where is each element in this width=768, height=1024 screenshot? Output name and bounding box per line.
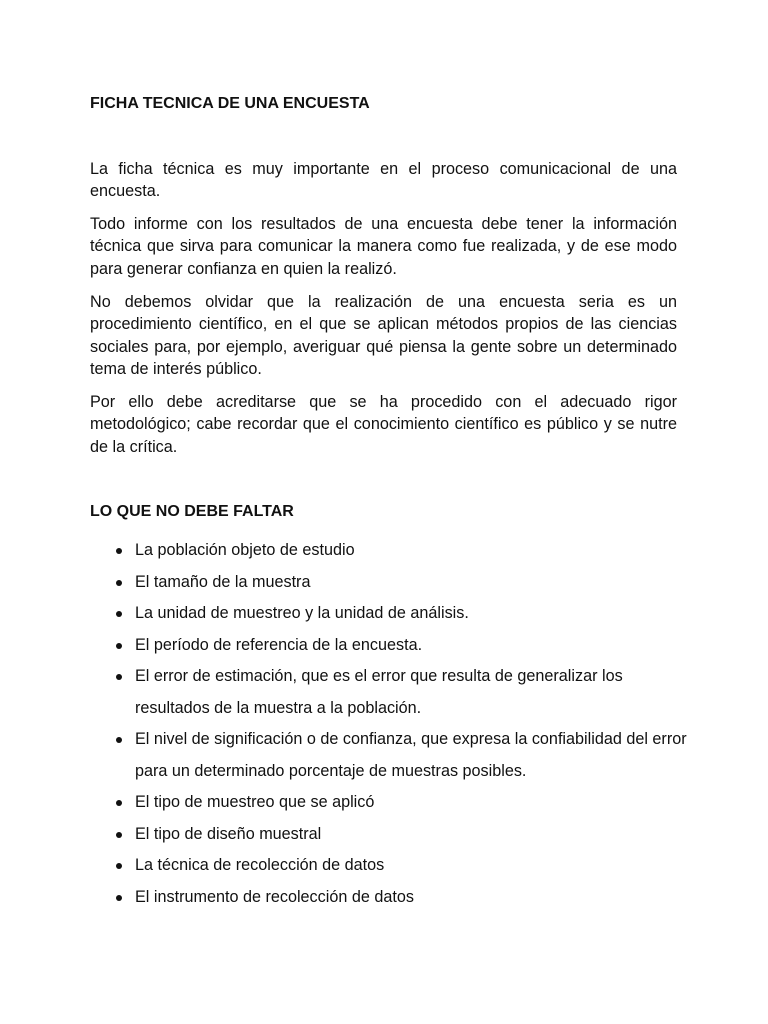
bullet-icon [116,643,122,649]
list-item [90,661,690,724]
list-item-text: La técnica de recolección de datos [135,856,385,874]
bullet-icon [116,548,122,554]
requirements-list [90,535,690,913]
list-item [90,819,690,851]
list-item [90,850,690,882]
list-item-text: El tipo de diseño muestral [135,824,322,843]
bullet-icon [116,832,122,838]
list-item [90,535,690,567]
list-item [90,787,690,819]
list-item-text: El instrumento de recolección de datos [135,887,414,906]
list-item-text: El tipo de muestreo que se aplicó [135,793,375,811]
bullet-icon [116,611,122,617]
list-item-text: El error de estimación, que es el error que resulta de generalizar los resultados de la muestra a la población. [135,667,623,717]
list-item-text: El período de referencia de la encuesta. [135,635,423,654]
document-title: FICHA TECNICA DE UNA ENCUESTA [90,95,370,112]
list-item [90,630,690,662]
list-item-text: El tamaño de la muestra [135,572,311,591]
paragraph-1: La ficha técnica es muy importante en el proceso comunicacional de una encuesta. [90,160,677,201]
list-item-text: La población objeto de estudio [135,541,355,559]
list-item [90,882,690,914]
bullet-icon [116,674,122,680]
list-item [90,598,690,630]
list-item [90,567,690,599]
paragraph-4: Por ello debe acreditarse que se ha procedido con el adecuado rigor metodológico; cabe recordar que el conocimiento científico es público y se nutre de la crítica. [90,393,677,456]
list-item [90,724,690,787]
list-item-text: El nivel de significación o de confianza, que expresa la confiabilidad del error para un determinado porcentaje de muestras posibles. [135,730,687,780]
bullet-icon [116,737,122,743]
bullet-icon [116,863,122,869]
section-subtitle: LO QUE NO DEBE FALTAR [90,503,294,520]
bullet-icon [116,800,122,806]
list-item-text: La unidad de muestreo y la unidad de análisis. [135,604,469,622]
bullet-icon [116,895,122,901]
bullet-icon [116,580,122,586]
paragraph-3: No debemos olvidar que la realización de una encuesta seria es un procedimiento científico, en el que se aplican métodos propios de las ciencias sociales para, por ejemplo, averiguar qué piensa la gente sobre un determinado tema de interés público. [90,293,677,378]
paragraph-2: Todo informe con los resultados de una encuesta debe tener la información técnica que sirva para comunicar la manera como fue realizada, y de ese modo para generar confianza en quien la realizó. [90,215,677,278]
